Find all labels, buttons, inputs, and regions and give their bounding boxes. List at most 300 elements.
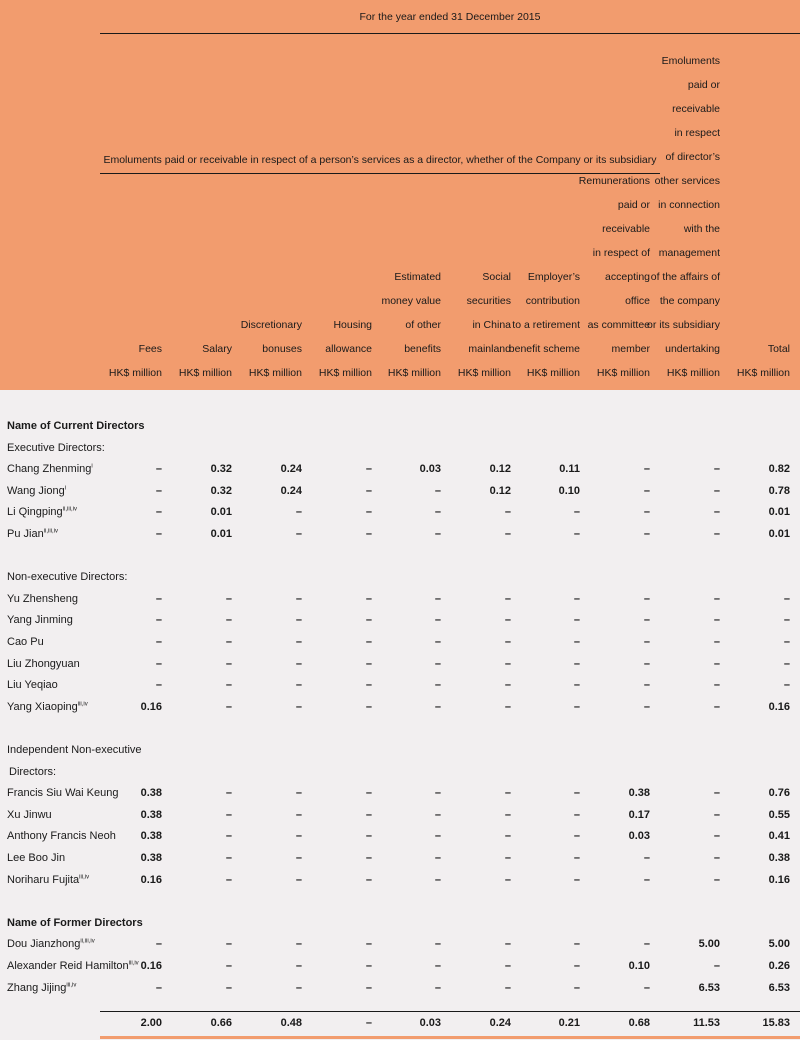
director-name-text: Li Qingping: [7, 506, 63, 519]
table-cell: –: [573, 592, 580, 605]
director-name-text: Xu Jinwu: [7, 808, 52, 821]
table-cell: –: [155, 592, 162, 605]
director-name: [7, 589, 78, 610]
table-cell: 0.38: [140, 787, 162, 800]
column-header-line: HK$ million: [318, 367, 372, 379]
row-label: Directors:: [9, 765, 57, 778]
row-label: Name of Current Directors: [7, 420, 145, 432]
table-cell: 0.38: [140, 808, 162, 821]
table-cell: 0.32: [210, 484, 232, 497]
table-cell: 5.00: [768, 938, 790, 951]
column-header-line: HK$ million: [108, 367, 162, 379]
table-cell: –: [225, 830, 232, 843]
table-cell: –: [783, 614, 790, 627]
table-cell: –: [504, 873, 511, 886]
table-cell: –: [295, 787, 302, 800]
table-cell: –: [295, 873, 302, 886]
director-name: [7, 805, 52, 826]
table-cell: 0.03: [419, 463, 441, 476]
table-cell: –: [573, 873, 580, 886]
table-cell: –: [155, 463, 162, 476]
column-header-line: Estimated: [394, 271, 441, 283]
table-cell: –: [225, 592, 232, 605]
table-cell: –: [783, 636, 790, 648]
table-cell: 0.01: [210, 528, 232, 540]
footnote-marker: ii,iii,iv: [80, 938, 95, 945]
table-cell: –: [434, 700, 441, 713]
table-cell: –: [713, 636, 720, 648]
column-header-line: Discretionary: [240, 319, 302, 331]
table-row: [0, 610, 800, 631]
table-cell: –: [225, 787, 232, 800]
total-cell: 0.48: [280, 1017, 302, 1029]
table-cell: –: [365, 830, 372, 843]
table-cell: –: [225, 852, 232, 864]
table-cell: –: [573, 614, 580, 627]
table-cell: –: [643, 592, 650, 605]
table-cell: –: [573, 700, 580, 713]
column-header-line: HK$ million: [596, 367, 650, 379]
total-cell: 0.24: [489, 1017, 511, 1029]
table-cell: –: [365, 873, 372, 886]
table-cell: –: [295, 614, 302, 627]
table-cell: –: [365, 700, 372, 713]
column-header-line: Remunerations: [578, 175, 650, 187]
table-cell: –: [365, 981, 372, 994]
column-header-line: in respect: [674, 127, 720, 139]
director-name-text: Zhang Jijing: [7, 981, 67, 994]
table-cell: 0.38: [628, 787, 650, 800]
row-label: Executive Directors:: [7, 441, 105, 454]
table-cell: –: [225, 679, 232, 692]
table-cell: –: [295, 852, 302, 864]
table-cell: –: [365, 787, 372, 800]
table-cell: 0.16: [140, 960, 162, 972]
group-heading: [0, 762, 800, 783]
table-cell: –: [225, 938, 232, 951]
table-row: [0, 848, 800, 869]
table-cell: 0.12: [489, 484, 511, 497]
table-cell: –: [643, 463, 650, 476]
table-cell: 5.00: [698, 938, 720, 951]
table-cell: –: [365, 938, 372, 951]
director-name: [7, 481, 66, 502]
table-row: [0, 502, 800, 523]
table-cell: –: [783, 679, 790, 692]
table-cell: –: [225, 873, 232, 886]
table-cell: –: [573, 981, 580, 994]
column-header-line: with the: [683, 223, 720, 235]
column-header-line: HK$ million: [526, 367, 580, 379]
table-cell: –: [365, 808, 372, 821]
footnote-marker: iii,iv: [77, 701, 88, 708]
table-cell: –: [643, 700, 650, 713]
table-cell: –: [365, 614, 372, 627]
table-cell: –: [225, 636, 232, 648]
table-cell: –: [365, 852, 372, 864]
director-name: [7, 675, 58, 696]
table-cell: 0.16: [140, 700, 162, 713]
table-cell: –: [155, 981, 162, 994]
column-header-line: allowance: [325, 343, 372, 355]
table-cell: –: [295, 981, 302, 994]
total-cell: 2.00: [140, 1017, 162, 1029]
table-cell: –: [225, 960, 232, 972]
column-header-line: HK$ million: [457, 367, 511, 379]
table-cell: –: [295, 700, 302, 713]
table-cell: –: [295, 938, 302, 951]
table-cell: –: [155, 614, 162, 627]
column-header-line: securities: [466, 295, 511, 307]
column-header-line: HK$ million: [248, 367, 302, 379]
table-cell: –: [225, 700, 232, 713]
table-cell: –: [713, 808, 720, 821]
table-cell: –: [713, 528, 720, 540]
table-cell: –: [504, 960, 511, 972]
table-row: [0, 978, 800, 999]
column-header-line: Total: [767, 343, 790, 355]
column-header-line: accepting: [605, 271, 650, 283]
table-cell: 0.11: [559, 463, 580, 476]
column-header-line: contribution: [525, 295, 580, 307]
table-cell: –: [713, 830, 720, 843]
table-cell: –: [434, 873, 441, 886]
table-cell: –: [713, 463, 720, 476]
total-cell: 15.83: [762, 1017, 790, 1029]
director-name: [7, 459, 93, 480]
column-header-line: in China: [472, 319, 511, 331]
director-name-text: Wang Jiong: [7, 484, 65, 497]
column-header-line: Salary: [202, 343, 232, 355]
table-cell: –: [295, 808, 302, 821]
table-cell: –: [573, 636, 580, 648]
table-cell: –: [225, 657, 232, 670]
column-header-line: of the affairs of: [650, 271, 720, 283]
director-name-text: Francis Siu Wai Keung: [7, 787, 119, 800]
table-cell: –: [573, 852, 580, 864]
column-header-line: benefit scheme: [508, 343, 580, 355]
table-cell: –: [504, 808, 511, 821]
table-cell: –: [434, 852, 441, 864]
table-cell: –: [643, 636, 650, 648]
column-header-line: paid or: [617, 199, 650, 211]
table-cell: –: [504, 981, 511, 994]
table-cell: –: [713, 506, 720, 519]
table-cell: –: [155, 636, 162, 648]
column-header-line: to a retirement: [512, 319, 580, 331]
table-cell: –: [573, 808, 580, 821]
director-name-text: Yang Xiaoping: [7, 700, 78, 713]
table-cell: –: [434, 506, 441, 519]
table-cell: –: [434, 614, 441, 627]
table-cell: –: [643, 657, 650, 670]
director-name-text: Cao Pu: [7, 636, 44, 648]
column-header-line: Social: [482, 271, 511, 283]
table-cell: 0.17: [628, 808, 650, 821]
table-cell: 0.78: [768, 484, 790, 497]
column-header-line: member: [611, 343, 650, 355]
table-cell: –: [643, 506, 650, 519]
table-cell: 0.03: [628, 830, 650, 843]
table-row: [0, 654, 800, 675]
director-name: [7, 848, 65, 869]
column-header-line: bonuses: [262, 343, 302, 355]
period-rule: [100, 33, 800, 34]
director-name-text: Alexander Reid Hamilton: [7, 960, 129, 972]
table-cell: 0.12: [489, 463, 511, 476]
column-header-9: [630, 49, 720, 385]
table-cell: –: [225, 808, 232, 821]
table-row: [0, 697, 800, 718]
director-name-text: Noriharu Fujita: [7, 873, 80, 886]
table-cell: –: [573, 506, 580, 519]
column-header-line: or its subsidiary: [647, 319, 720, 331]
table-cell: –: [365, 960, 372, 972]
table-cell: –: [225, 614, 232, 627]
column-header-line: of other: [405, 319, 441, 331]
table-cell: –: [713, 614, 720, 627]
director-name: [7, 934, 95, 955]
director-name-text: Pu Jian: [7, 528, 44, 540]
director-name-text: Dou Jianzhong: [7, 938, 81, 951]
column-header-line: HK$ million: [736, 367, 790, 379]
table-cell: 0.76: [768, 787, 790, 800]
table-cell: 6.53: [768, 981, 790, 994]
table-row: [0, 675, 800, 696]
table-cell: –: [295, 657, 302, 670]
footnote-marker: i: [64, 485, 67, 492]
director-name: [7, 524, 58, 545]
table-cell: –: [434, 679, 441, 692]
footnote-marker: i: [91, 463, 93, 470]
director-name: [7, 697, 88, 718]
table-cell: –: [504, 506, 511, 519]
director-name: [7, 978, 76, 999]
table-cell: –: [504, 938, 511, 951]
director-name-text: Liu Zhongyuan: [7, 657, 80, 670]
director-name-text: Anthony Francis Neoh: [7, 830, 116, 843]
table-cell: –: [434, 938, 441, 951]
table-cell: –: [504, 636, 511, 648]
table-cell: 0.24: [280, 484, 302, 497]
table-cell: –: [295, 506, 302, 519]
table-cell: –: [365, 636, 372, 648]
period-heading: For the year ended 31 December 2015: [359, 11, 541, 23]
table-cell: –: [504, 852, 511, 864]
table-cell: –: [295, 830, 302, 843]
table-cell: –: [434, 787, 441, 800]
table-cell: 0.16: [140, 873, 162, 886]
table-cell: –: [643, 528, 650, 540]
column-header-line: receivable: [602, 223, 650, 235]
table-cell: –: [365, 679, 372, 692]
table-row: [0, 934, 800, 955]
table-cell: –: [783, 657, 790, 670]
bottom-rule: [100, 1036, 800, 1039]
table-header: [0, 0, 800, 390]
group-heading: Emoluments paid or receivable in respect of a person’s services as a director, whether of the Company or its subsidiary: [103, 154, 657, 166]
table-cell: –: [504, 679, 511, 692]
table-cell: –: [365, 528, 372, 540]
director-name: [7, 502, 77, 523]
footnote-marker: iii,iv: [128, 960, 139, 967]
column-header-line: Fees: [138, 343, 162, 355]
table-cell: –: [295, 592, 302, 605]
table-cell: –: [434, 808, 441, 821]
column-header-line: Emoluments: [661, 55, 720, 67]
table-cell: –: [295, 528, 302, 540]
group-heading: [0, 438, 800, 459]
table-row: [0, 481, 800, 502]
table-row: [0, 956, 800, 977]
table-cell: –: [504, 614, 511, 627]
column-header-line: Employer’s: [527, 271, 580, 283]
table-cell: –: [504, 700, 511, 713]
table-cell: –: [365, 463, 372, 476]
director-name-text: Liu Yeqiao: [7, 679, 58, 692]
table-cell: –: [643, 981, 650, 994]
table-cell: 0.26: [768, 960, 790, 972]
column-header-line: other services: [654, 175, 720, 187]
table-cell: –: [573, 528, 580, 540]
footnote-marker: iii,iv: [79, 873, 90, 880]
table-row: [0, 826, 800, 847]
table-cell: –: [713, 679, 720, 692]
table-cell: –: [573, 787, 580, 800]
table-cell: –: [434, 981, 441, 994]
column-header-line: undertaking: [665, 343, 720, 355]
footnote-marker: iii,iv: [66, 981, 77, 988]
table-cell: 0.10: [558, 484, 580, 497]
table-cell: –: [713, 657, 720, 670]
table-cell: –: [573, 938, 580, 951]
column-header-line: benefits: [404, 343, 441, 355]
table-cell: 0.82: [768, 463, 790, 476]
table-cell: –: [643, 938, 650, 951]
table-cell: –: [573, 830, 580, 843]
table-cell: –: [643, 484, 650, 497]
table-cell: 0.38: [140, 852, 162, 864]
table-row: [0, 805, 800, 826]
director-name: [7, 632, 44, 653]
table-cell: –: [434, 830, 441, 843]
table-cell: 0.41: [768, 830, 790, 843]
section-heading: [0, 416, 800, 437]
column-header-line: receivable: [672, 103, 720, 115]
table-cell: –: [713, 700, 720, 713]
director-name: [7, 654, 80, 675]
table-cell: –: [434, 592, 441, 605]
column-header-line: HK$ million: [666, 367, 720, 379]
table-cell: –: [504, 657, 511, 670]
table-cell: –: [434, 960, 441, 972]
footnote-marker: ii,iii,iv: [62, 506, 77, 513]
column-header-line: mainland: [468, 343, 511, 355]
column-header-line: money value: [381, 295, 441, 307]
table-cell: –: [295, 960, 302, 972]
table-cell: –: [783, 592, 790, 605]
table-cell: –: [365, 484, 372, 497]
table-cell: –: [643, 852, 650, 864]
table-row: [0, 589, 800, 610]
table-cell: –: [365, 592, 372, 605]
column-header-line: of director’s: [665, 151, 720, 163]
table-cell: –: [155, 938, 162, 951]
column-header-line: management: [658, 247, 720, 259]
table-cell: 0.55: [768, 808, 790, 821]
footnote-marker: ii,iii,iv: [43, 528, 59, 535]
table-cell: 0.32: [210, 463, 232, 476]
director-name: [7, 870, 89, 891]
table-cell: 0.01: [768, 506, 790, 519]
table-cell: –: [713, 960, 720, 972]
table-cell: –: [573, 679, 580, 692]
table-cell: –: [573, 960, 580, 972]
table-cell: –: [713, 787, 720, 800]
table-cell: –: [504, 528, 511, 540]
table-cell: –: [434, 528, 441, 540]
column-header-line: HK$ million: [178, 367, 232, 379]
table-cell: –: [155, 679, 162, 692]
table-cell: –: [643, 614, 650, 627]
table-cell: –: [155, 657, 162, 670]
table-cell: 0.01: [210, 506, 232, 519]
group-heading: [0, 567, 800, 588]
table-cell: –: [504, 787, 511, 800]
column-header-10: [700, 337, 790, 385]
section-heading: [0, 913, 800, 934]
table-cell: 0.38: [768, 852, 790, 864]
table-cell: –: [643, 873, 650, 886]
group-heading: [0, 740, 800, 761]
table-cell: 0.16: [768, 700, 790, 713]
table-cell: –: [434, 484, 441, 497]
table-cell: 0.01: [768, 528, 790, 540]
table-cell: 0.24: [280, 463, 302, 476]
row-label: Name of Former Directors: [7, 916, 143, 929]
column-header-line: in connection: [658, 199, 720, 211]
total-cell: 0.66: [210, 1017, 232, 1029]
table-cell: –: [713, 873, 720, 886]
table-cell: –: [295, 636, 302, 648]
table-row: [0, 524, 800, 545]
row-label: Non-executive Directors:: [7, 571, 128, 584]
director-name-text: Lee Boo Jin: [7, 852, 66, 864]
table-row: [0, 459, 800, 480]
total-cell: –: [365, 1017, 372, 1029]
column-header-line: as committee: [587, 319, 650, 331]
table-cell: –: [434, 636, 441, 648]
table-cell: –: [713, 592, 720, 605]
table-row: [0, 870, 800, 891]
director-name: [7, 610, 73, 631]
table-cell: –: [643, 679, 650, 692]
table-cell: –: [155, 484, 162, 497]
total-cell: 0.68: [628, 1017, 650, 1029]
table-cell: –: [504, 830, 511, 843]
table-cell: –: [504, 592, 511, 605]
table-cell: –: [573, 657, 580, 670]
column-header-line: paid or: [687, 79, 720, 91]
table-cell: –: [365, 657, 372, 670]
table-row: [0, 632, 800, 653]
table-cell: –: [713, 484, 720, 497]
table-cell: 0.10: [628, 960, 650, 972]
total-cell: 11.53: [693, 1017, 720, 1029]
table-cell: 6.53: [698, 981, 720, 994]
table-cell: –: [155, 506, 162, 519]
table-cell: –: [295, 679, 302, 692]
